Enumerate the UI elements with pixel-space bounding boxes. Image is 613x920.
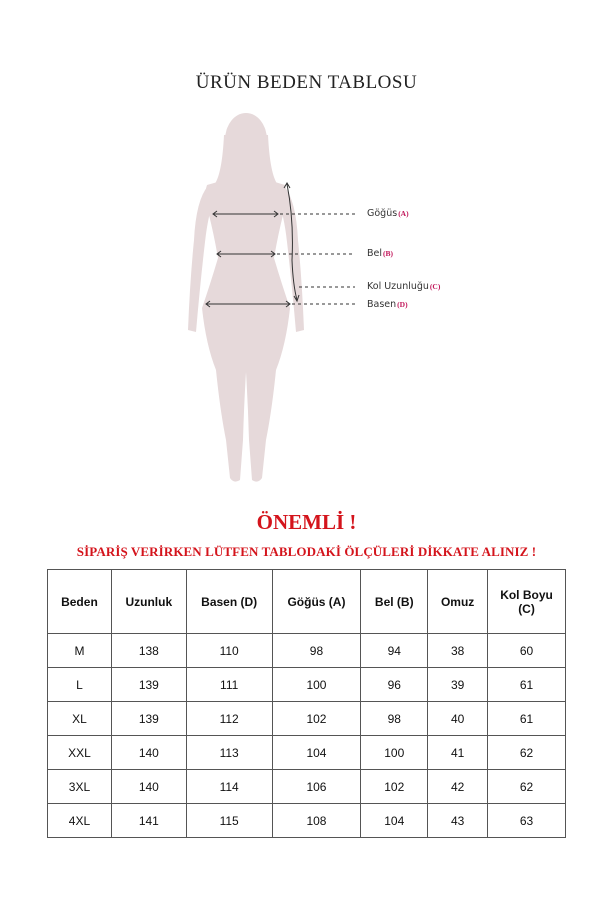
cell-omuz: 39 <box>428 668 488 702</box>
table-row <box>48 634 566 668</box>
header-kol-boyu: Kol Boyu (C) <box>488 570 566 634</box>
cell-basen: 110 <box>186 634 272 668</box>
cell-omuz: 42 <box>428 770 488 804</box>
size-table <box>47 569 566 838</box>
measurement-diagram <box>0 110 613 490</box>
cell-bel: 104 <box>361 804 428 838</box>
cell-beden: L <box>48 668 112 702</box>
cell-gogus: 98 <box>272 634 361 668</box>
cell-kol-boyu: 61 <box>488 702 566 736</box>
cell-uzunluk: 140 <box>111 770 186 804</box>
cell-beden: 3XL <box>48 770 112 804</box>
measurement-label-bel: Bel(B) <box>367 248 394 259</box>
cell-bel: 96 <box>361 668 428 702</box>
table-row <box>48 668 566 702</box>
cell-gogus: 108 <box>272 804 361 838</box>
header-bel: Bel (B) <box>361 570 428 634</box>
cell-omuz: 40 <box>428 702 488 736</box>
cell-bel: 98 <box>361 702 428 736</box>
cell-beden: M <box>48 634 112 668</box>
header-basen: Basen (D) <box>186 570 272 634</box>
cell-gogus: 106 <box>272 770 361 804</box>
header-omuz: Omuz <box>428 570 488 634</box>
cell-beden: 4XL <box>48 804 112 838</box>
cell-basen: 113 <box>186 736 272 770</box>
cell-uzunluk: 139 <box>111 668 186 702</box>
important-heading: ÖNEMLİ ! <box>256 510 357 534</box>
cell-omuz: 38 <box>428 634 488 668</box>
cell-uzunluk: 138 <box>111 634 186 668</box>
cell-gogus: 100 <box>272 668 361 702</box>
cell-gogus: 104 <box>272 736 361 770</box>
cell-uzunluk: 139 <box>111 702 186 736</box>
woman-silhouette <box>188 113 304 482</box>
cell-bel: 102 <box>361 770 428 804</box>
cell-kol-boyu: 62 <box>488 770 566 804</box>
cell-basen: 112 <box>186 702 272 736</box>
order-notice: SİPARİŞ VERİRKEN LÜTFEN TABLODAKİ ÖLÇÜLERİ DİKKATE ALINIZ ! <box>76 544 537 559</box>
measurement-label-basen: Basen(D) <box>367 299 408 310</box>
cell-bel: 100 <box>361 736 428 770</box>
table-header-row <box>48 570 566 634</box>
cell-omuz: 43 <box>428 804 488 838</box>
cell-gogus: 102 <box>272 702 361 736</box>
cell-beden: XL <box>48 702 112 736</box>
header-gogus: Göğüs (A) <box>272 570 361 634</box>
cell-bel: 94 <box>361 634 428 668</box>
cell-basen: 115 <box>186 804 272 838</box>
cell-basen: 114 <box>186 770 272 804</box>
cell-kol-boyu: 62 <box>488 736 566 770</box>
table-row <box>48 770 566 804</box>
page-title: ÜRÜN BEDEN TABLOSU <box>195 72 418 93</box>
measurement-label-kol: Kol Uzunluğu(C) <box>367 281 441 292</box>
table-row <box>48 804 566 838</box>
cell-kol-boyu: 60 <box>488 634 566 668</box>
body-silhouette-illustration <box>0 110 613 490</box>
header-beden: Beden <box>48 570 112 634</box>
table-row <box>48 702 566 736</box>
cell-omuz: 41 <box>428 736 488 770</box>
cell-beden: XXL <box>48 736 112 770</box>
table-row <box>48 736 566 770</box>
header-uzunluk: Uzunluk <box>111 570 186 634</box>
cell-uzunluk: 140 <box>111 736 186 770</box>
cell-kol-boyu: 61 <box>488 668 566 702</box>
measurement-label-gogus: Göğüs(A) <box>367 208 409 219</box>
cell-uzunluk: 141 <box>111 804 186 838</box>
cell-basen: 111 <box>186 668 272 702</box>
cell-kol-boyu: 63 <box>488 804 566 838</box>
